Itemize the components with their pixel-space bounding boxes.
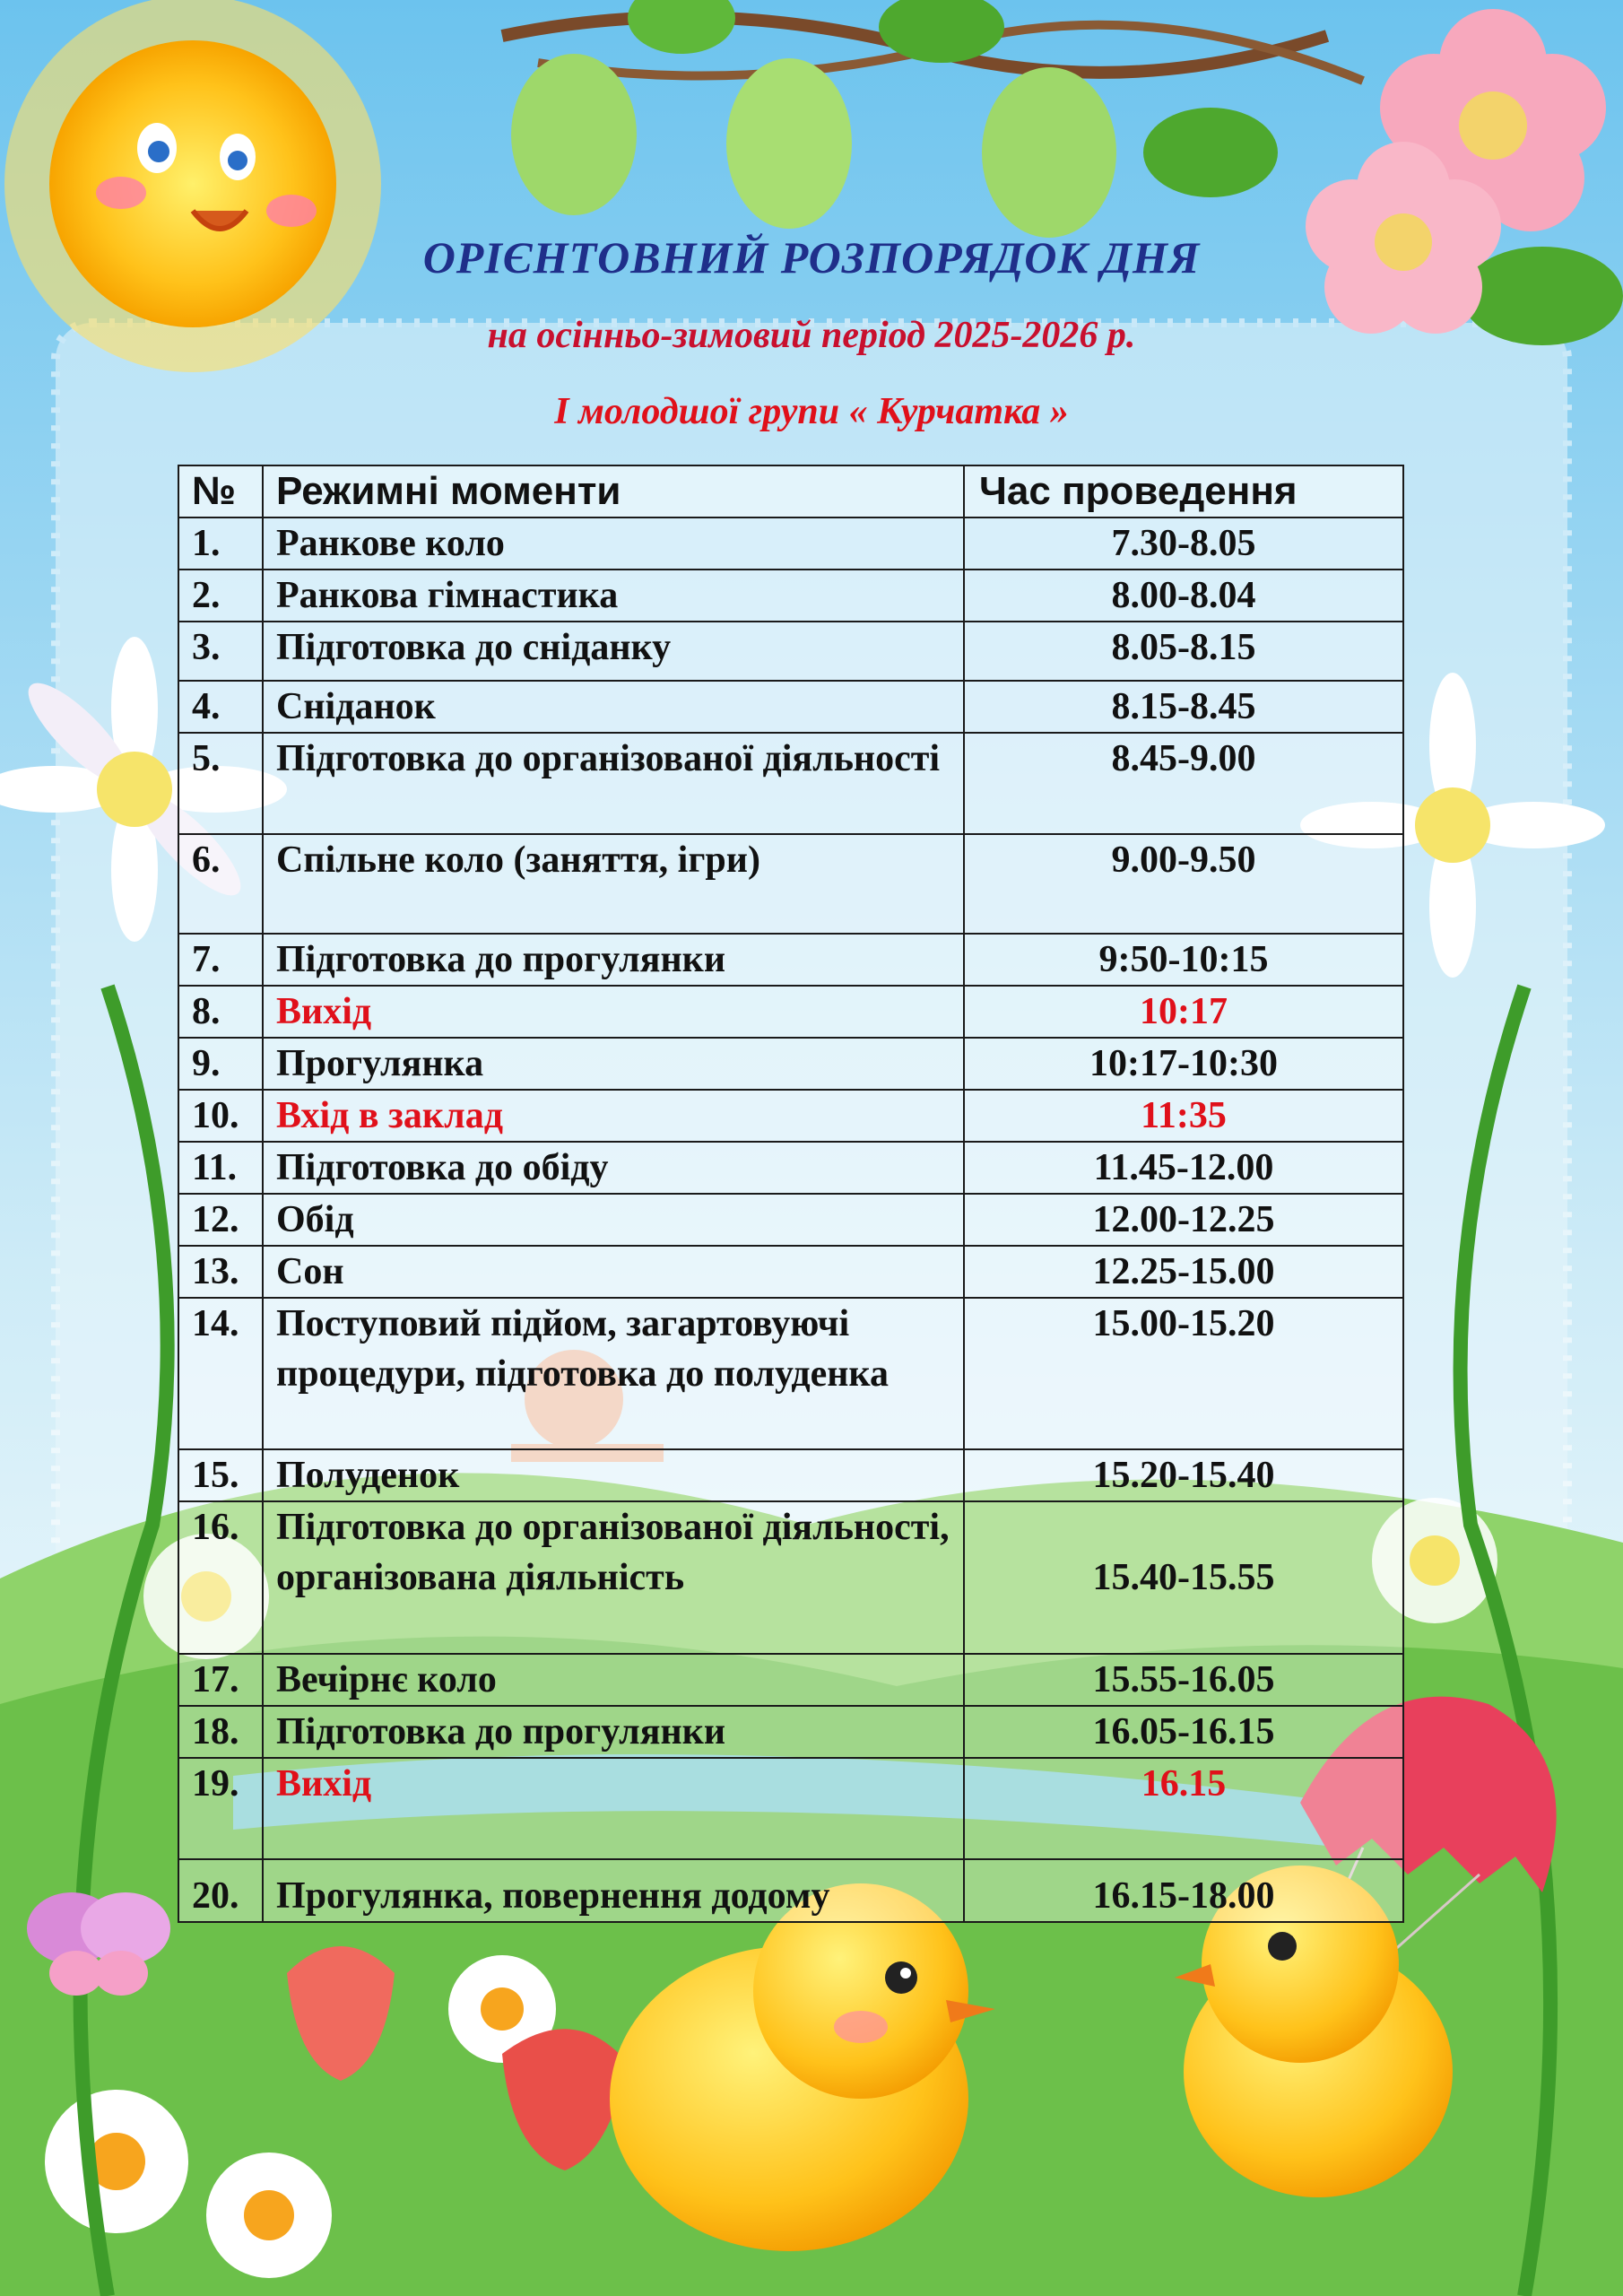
table-row — [178, 1654, 1403, 1706]
cell-time: 7.30-8.05 — [964, 517, 1403, 570]
cell-time: 10:17-10:30 — [964, 1038, 1403, 1090]
table-row — [178, 1142, 1403, 1194]
cell-num: 9. — [178, 1038, 263, 1090]
cell-num: 10. — [178, 1090, 263, 1142]
cell-time: 15.00-15.20 — [964, 1298, 1403, 1449]
table-row — [178, 1859, 1403, 1922]
table-row — [178, 986, 1403, 1038]
table-row — [178, 570, 1403, 622]
cell-name: Сон — [263, 1246, 964, 1298]
cell-name: Вихід — [263, 986, 964, 1038]
cell-name: Підготовка до сніданку — [263, 622, 964, 681]
cell-num: 12. — [178, 1194, 263, 1246]
table-row — [178, 517, 1403, 570]
cell-time: 12.25-15.00 — [964, 1246, 1403, 1298]
header-time: Час проведення — [964, 465, 1403, 517]
cell-num: 7. — [178, 934, 263, 986]
cell-name: Прогулянка — [263, 1038, 964, 1090]
table-row — [178, 733, 1403, 834]
cell-time: 16.15-18.00 — [964, 1859, 1403, 1922]
table-row — [178, 1706, 1403, 1758]
period-subtitle: на осінньо-зимовий період 2025-2026 р. — [487, 315, 1136, 356]
table-row — [178, 681, 1403, 733]
cell-name: Спільне коло (заняття, ігри) — [263, 834, 964, 934]
table-row — [178, 622, 1403, 681]
cell-time: 8.15-8.45 — [964, 681, 1403, 733]
cell-time: 15.55-16.05 — [964, 1654, 1403, 1706]
table-row — [178, 1449, 1403, 1501]
cell-name: Підготовка до організованої діяльності, організована діяльність — [263, 1501, 964, 1654]
table-row — [178, 1246, 1403, 1298]
schedule-table — [178, 465, 1404, 1923]
table-row — [178, 834, 1403, 934]
cell-num: 8. — [178, 986, 263, 1038]
cell-time: 11.45-12.00 — [964, 1142, 1403, 1194]
group-name: І молодшої групи « Курчатка » — [554, 391, 1069, 432]
cell-name: Вихід — [263, 1758, 964, 1859]
table-row — [178, 1090, 1403, 1142]
cell-time: 10:17 — [964, 986, 1403, 1038]
cell-name: Підготовка до обіду — [263, 1142, 964, 1194]
cell-time: 15.20-15.40 — [964, 1449, 1403, 1501]
cell-num: 6. — [178, 834, 263, 934]
cell-time: 9:50-10:15 — [964, 934, 1403, 986]
cell-num: 1. — [178, 517, 263, 570]
cell-time: 8.45-9.00 — [964, 733, 1403, 834]
table-header-row — [178, 465, 1403, 517]
cell-name: Підготовка до прогулянки — [263, 934, 964, 986]
cell-time: 16.15 — [964, 1758, 1403, 1859]
cell-name: Ранкова гімнастика — [263, 570, 964, 622]
cell-name: Полуденок — [263, 1449, 964, 1501]
cell-time: 8.05-8.15 — [964, 622, 1403, 681]
cell-name: Сніданок — [263, 681, 964, 733]
cell-num: 19. — [178, 1758, 263, 1859]
table-row — [178, 1758, 1403, 1859]
cell-num: 3. — [178, 622, 263, 681]
cell-num: 15. — [178, 1449, 263, 1501]
cell-num: 16. — [178, 1501, 263, 1654]
cell-num: 17. — [178, 1654, 263, 1706]
cell-name: Вечірнє коло — [263, 1654, 964, 1706]
cell-num: 2. — [178, 570, 263, 622]
cell-time: 15.40-15.55 — [964, 1501, 1403, 1654]
table-row — [178, 934, 1403, 986]
table-row — [178, 1501, 1403, 1654]
cell-time: 9.00-9.50 — [964, 834, 1403, 934]
cell-num: 5. — [178, 733, 263, 834]
cell-name: Прогулянка, повернення додому — [263, 1859, 964, 1922]
cell-time: 8.00-8.04 — [964, 570, 1403, 622]
cell-num: 14. — [178, 1298, 263, 1449]
cell-name: Обід — [263, 1194, 964, 1246]
cell-time: 12.00-12.25 — [964, 1194, 1403, 1246]
header-num: № — [178, 465, 263, 517]
table-row — [178, 1298, 1403, 1449]
cell-name: Підготовка до організованої діяльності — [263, 733, 964, 834]
cell-num: 11. — [178, 1142, 263, 1194]
cell-time: 16.05-16.15 — [964, 1706, 1403, 1758]
cell-num: 18. — [178, 1706, 263, 1758]
cell-time: 11:35 — [964, 1090, 1403, 1142]
cell-num: 4. — [178, 681, 263, 733]
cell-name: Ранкове коло — [263, 517, 964, 570]
cell-name: Підготовка до прогулянки — [263, 1706, 964, 1758]
cell-num: 13. — [178, 1246, 263, 1298]
cell-name: Вхід в заклад — [263, 1090, 964, 1142]
page-title: ОРІЄНТОВНИЙ РОЗПОРЯДОК ДНЯ — [422, 232, 1201, 283]
table-row — [178, 1038, 1403, 1090]
table-row — [178, 1194, 1403, 1246]
cell-name: Поступовий підйом, загартовуючі процедури, підготовка до полуденка — [263, 1298, 964, 1449]
cell-num: 20. — [178, 1859, 263, 1922]
header-name: Режимні моменти — [263, 465, 964, 517]
